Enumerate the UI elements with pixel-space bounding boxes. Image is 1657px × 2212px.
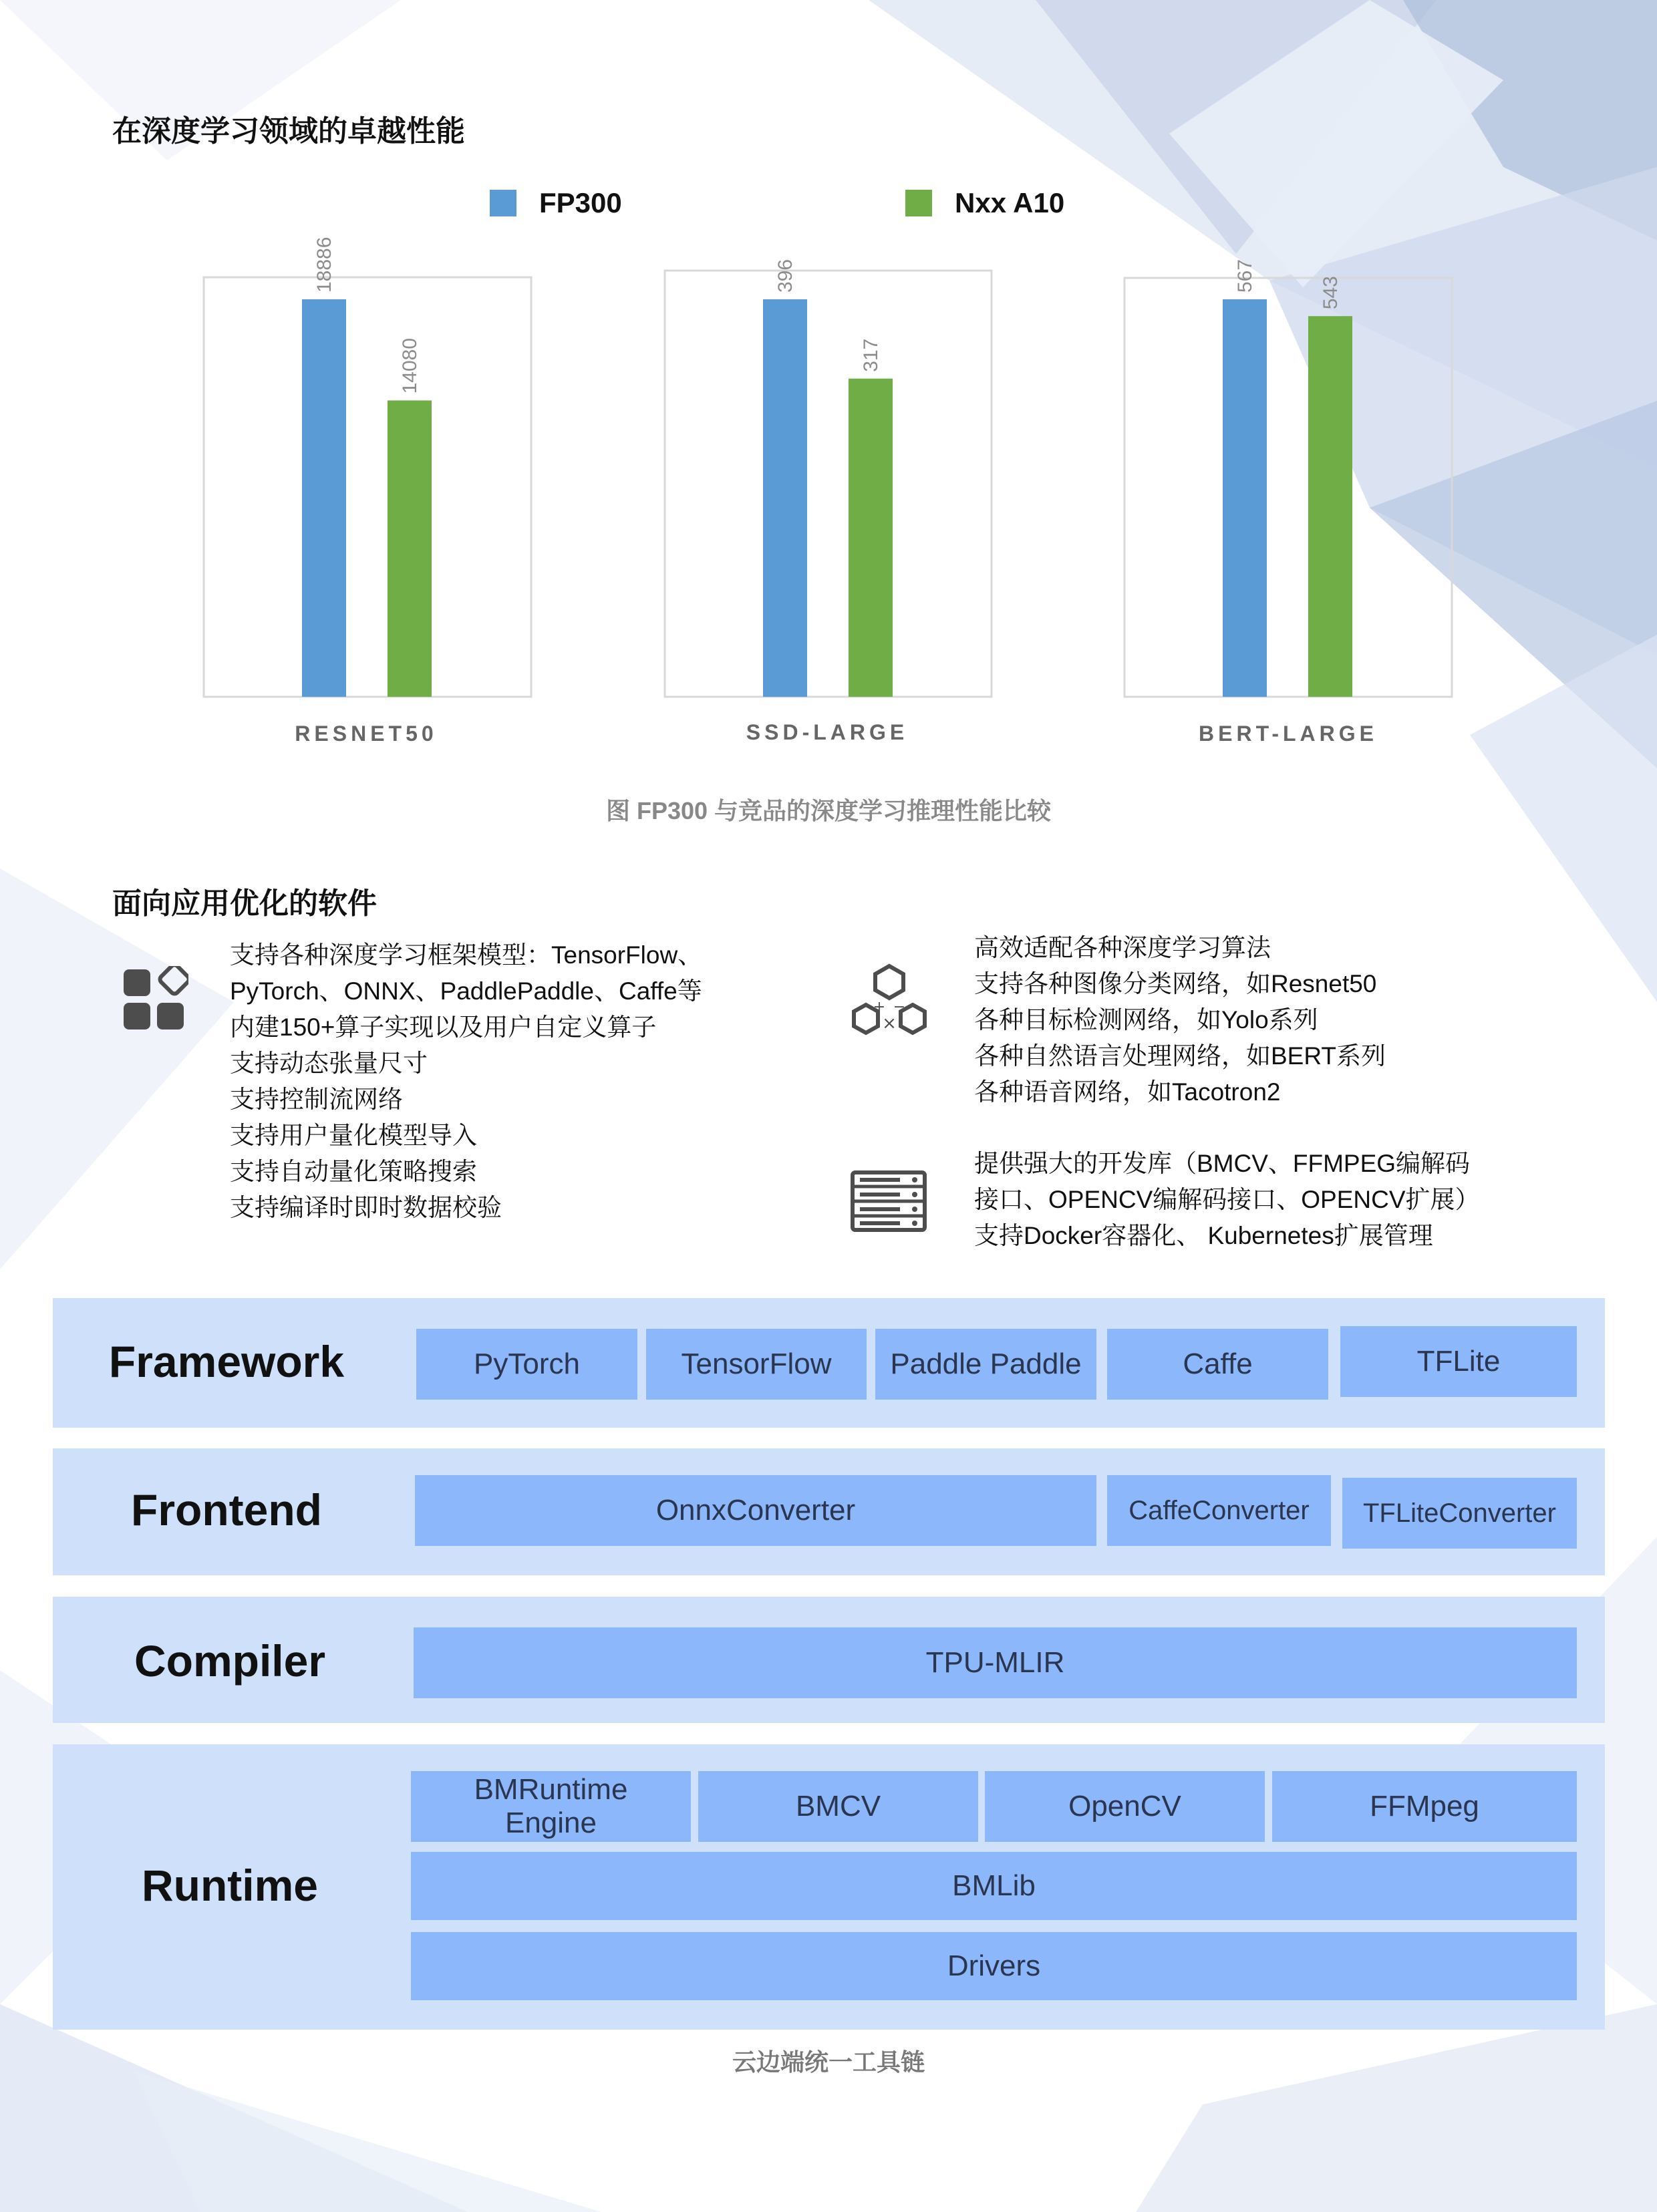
chart-frame (204, 277, 531, 697)
data-label: 18886 (313, 236, 335, 293)
framework-support-line: 支持编译时即时数据校验 (230, 1194, 502, 1221)
section-software-title: 面向应用优化的软件 (112, 887, 377, 920)
runtime-item-bmcv: BMCV (698, 1771, 978, 1842)
legend-label-fp300: FP300 (539, 187, 622, 218)
data-label: 567 (1234, 259, 1256, 293)
data-label: 396 (774, 259, 796, 293)
framework-support-line: 支持动态张量尺寸 (230, 1050, 428, 1077)
toolchain-caption: 云边端统一工具链 (732, 2048, 925, 2076)
framework-support-line: 支持各种深度学习框架模型：TensorFlow、 (230, 941, 703, 969)
framework-support-line: PyTorch、ONNX、PaddlePaddle、Caffe等 (230, 977, 702, 1005)
frontend-label: Frontend (131, 1485, 322, 1535)
bar-ssd-large-nxx-a10 (849, 379, 893, 697)
performance-bar-chart (0, 0, 1657, 735)
devkit-support-line: 提供强大的开发库（BMCV、FFMPEG编解码 (974, 1150, 1471, 1177)
svg-text:−: − (893, 999, 906, 1015)
data-label: 317 (860, 338, 882, 372)
compiler-item-tpu-mlir: TPU-MLIR (414, 1627, 1577, 1698)
app-grid-icon (122, 966, 188, 1033)
framework-item-caffe: Caffe (1107, 1329, 1328, 1400)
devkit-support-line: 接口、OPENCV编解码接口、OPENCV扩展） (974, 1186, 1480, 1213)
chart-frame (1124, 278, 1452, 697)
framework-support-line: 支持控制流网络 (230, 1086, 403, 1113)
chart-frame (665, 271, 992, 697)
chart-caption: 图 FP300 与竞品的深度学习推理性能比较 (605, 797, 1052, 824)
runtime-label: Runtime (142, 1861, 318, 1910)
bar-bert-large-fp300 (1223, 299, 1267, 697)
algorithm-icon (850, 962, 929, 1041)
runtime-item-opencv: OpenCV (985, 1771, 1265, 1842)
frontend-item-tfliteconverter: TFLiteConverter (1342, 1478, 1577, 1549)
server-rack-icon (851, 1170, 927, 1232)
algorithm-support-line: 支持各种图像分类网络，如Resnet50 (974, 970, 1377, 997)
runtime-item-bmruntime-line1: BMRuntime (474, 1773, 628, 1806)
svg-text:×: × (882, 1013, 897, 1034)
runtime-item-bmruntime-engine (411, 1771, 691, 1842)
framework-item-pytorch: PyTorch (416, 1329, 637, 1400)
data-label: 14080 (399, 337, 421, 394)
frontend-item-caffeconverter: CaffeConverter (1107, 1475, 1331, 1546)
algorithm-support-list (974, 930, 1386, 1110)
runtime-item-bmruntime-line2: Engine (504, 1806, 597, 1839)
algorithm-support-line: 各种语音网络，如Tacotron2 (974, 1078, 1281, 1106)
runtime-item-ffmpeg: FFMpeg (1272, 1771, 1577, 1842)
algorithm-support-line: 各种自然语言处理网络，如BERT系列 (974, 1042, 1386, 1070)
framework-item-paddle-paddle: Paddle Paddle (875, 1329, 1096, 1400)
framework-item-tensorflow: TensorFlow (646, 1329, 867, 1400)
category-label-resnet50: RESNET50 (295, 722, 438, 746)
legend-label-nxx-a10: Nxx A10 (955, 187, 1065, 218)
framework-support-line: 支持用户量化模型导入 (230, 1122, 477, 1149)
algorithm-support-line: 高效适配各种深度学习算法 (974, 934, 1271, 961)
runtime-item-drivers: Drivers (411, 1932, 1577, 2000)
bar-resnet50-nxx-a10 (388, 400, 432, 697)
section-performance-title: 在深度学习领域的卓越性能 (112, 115, 465, 148)
bar-ssd-large-fp300 (763, 299, 807, 697)
compiler-label: Compiler (134, 1636, 326, 1686)
framework-support-line: 内建150+算子实现以及用户自定义算子 (230, 1013, 657, 1041)
runtime-item-bmlib: BMLib (411, 1852, 1577, 1920)
category-label-ssd-large: SSD-LARGE (746, 720, 909, 744)
frontend-item-onnxconverter: OnnxConverter (415, 1475, 1096, 1546)
devkit-support-line: 支持Docker容器化、 Kubernetes扩展管理 (974, 1222, 1433, 1249)
algorithm-support-line: 各种目标检测网络，如Yolo系列 (974, 1006, 1318, 1034)
framework-label: Framework (108, 1337, 345, 1386)
data-label: 543 (1320, 276, 1342, 310)
devkit-support-list (974, 1146, 1480, 1254)
svg-text:+: + (873, 999, 886, 1015)
category-label-bert-large: BERT-LARGE (1199, 722, 1378, 746)
bar-bert-large-nxx-a10 (1308, 316, 1352, 697)
framework-support-list (230, 937, 702, 1226)
framework-support-line: 支持自动量化策略搜索 (230, 1158, 477, 1185)
framework-item-tflite: TFLite (1340, 1326, 1577, 1397)
bar-resnet50-fp300 (302, 299, 346, 697)
